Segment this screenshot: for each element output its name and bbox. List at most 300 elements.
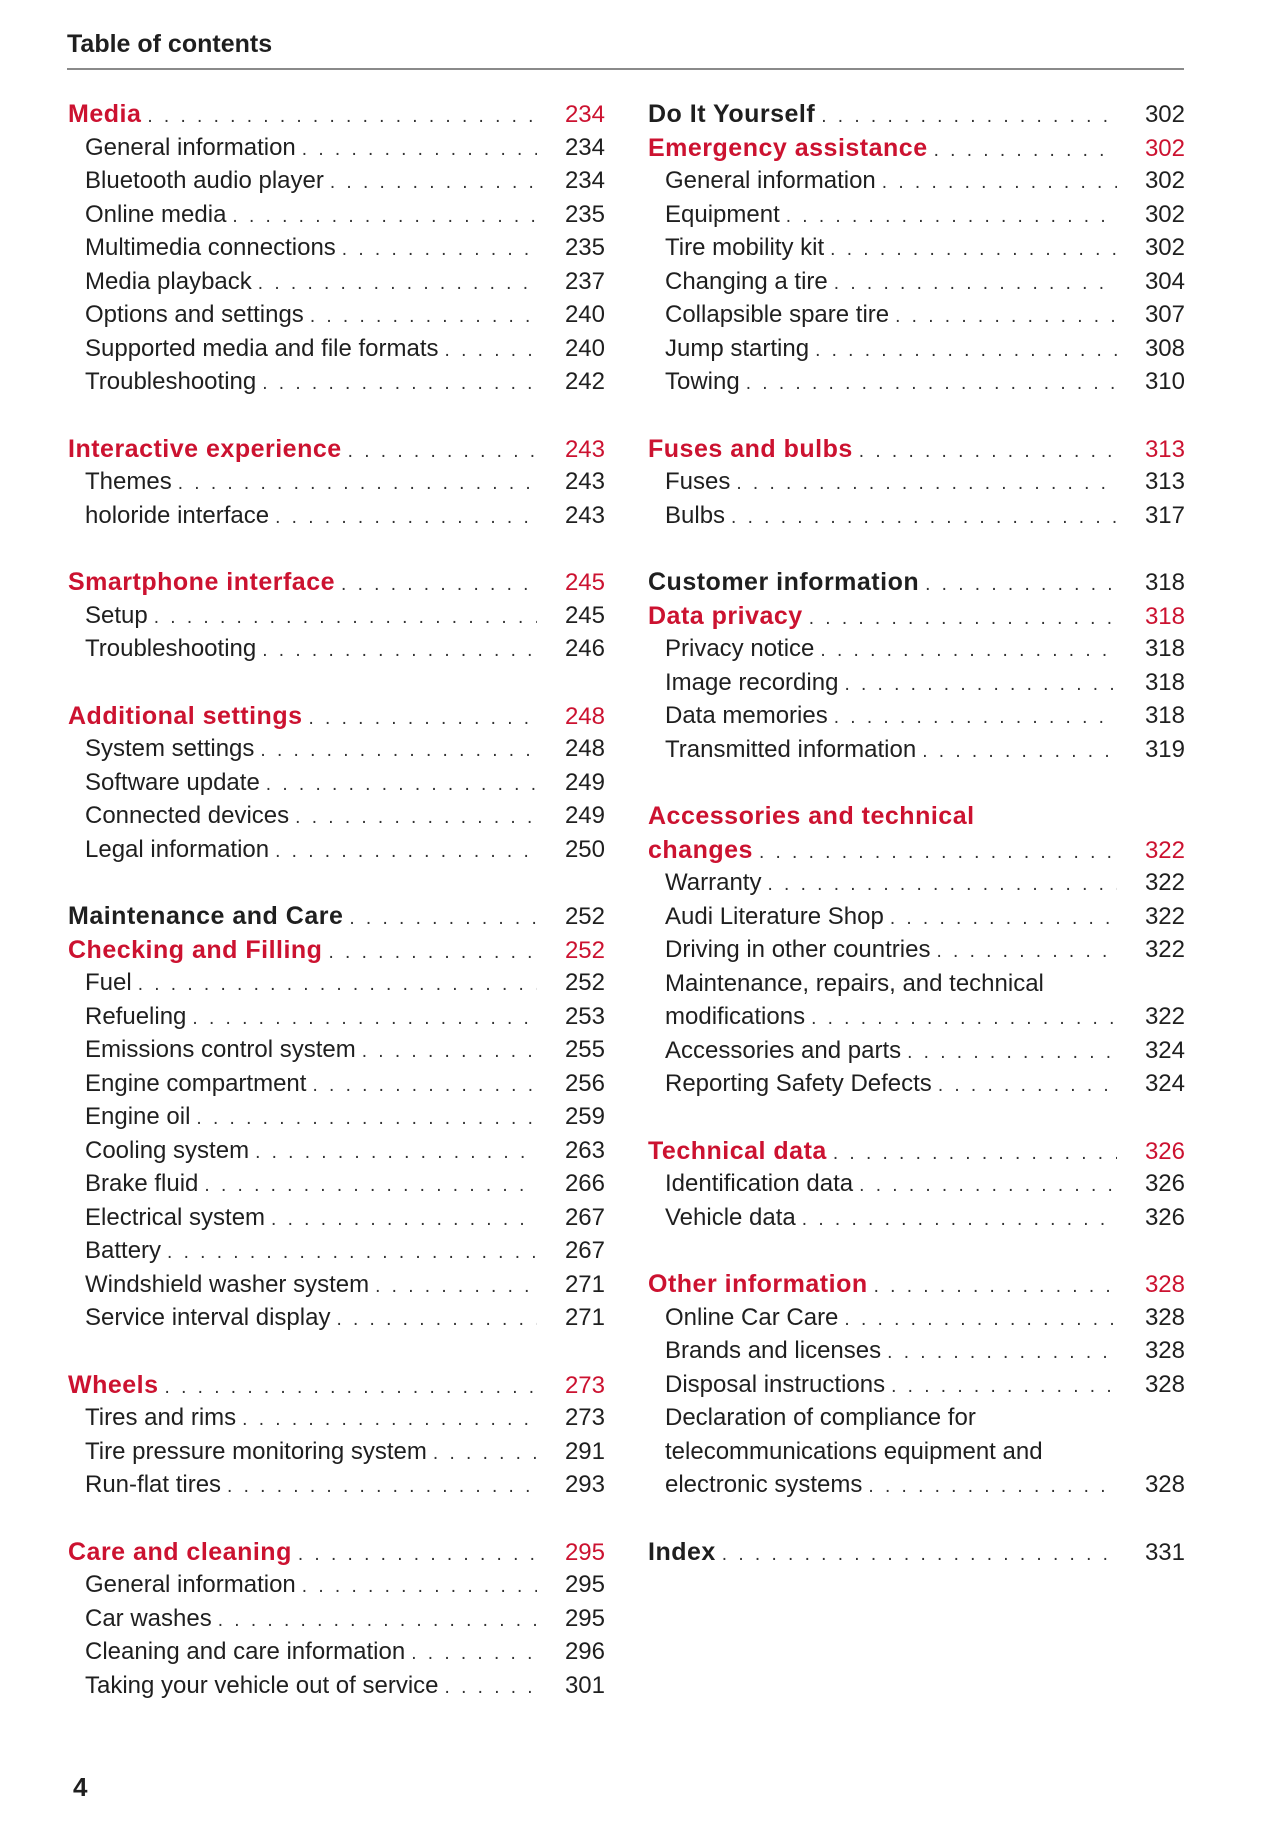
toc-column-left xyxy=(68,100,605,1705)
dot-leader xyxy=(445,340,537,362)
toc-subentry[interactable] xyxy=(68,1672,605,1706)
toc-page-number: 246 xyxy=(564,635,605,662)
toc-entry-title: Maintenance and Care xyxy=(68,902,344,930)
toc-page-number: 243 xyxy=(564,435,605,463)
toc-page-number: 271 xyxy=(564,1304,605,1331)
toc-entry-title: Online media xyxy=(85,200,227,228)
dot-leader xyxy=(887,1342,1117,1364)
toc-subentry[interactable] xyxy=(648,201,1185,235)
toc-page-number: 293 xyxy=(564,1471,605,1498)
toc-subentry[interactable] xyxy=(68,969,605,1003)
toc-entry-title: Collapsible spare tire xyxy=(665,301,890,328)
toc-subentry[interactable] xyxy=(648,1404,1185,1438)
toc-entry-title: Battery xyxy=(85,1237,162,1264)
toc-subentry[interactable] xyxy=(68,468,605,502)
toc-page-number: 302 xyxy=(1144,101,1185,128)
toc-subentry[interactable] xyxy=(648,268,1185,302)
toc-subentry[interactable] xyxy=(68,234,605,268)
toc-subentry[interactable] xyxy=(68,1404,605,1438)
toc-page-number: 295 xyxy=(564,1604,605,1632)
toc-entry-title: Technical data xyxy=(648,1136,827,1165)
toc-page-number: 234 xyxy=(564,101,605,128)
dot-leader xyxy=(375,1276,537,1298)
dot-leader xyxy=(891,1376,1117,1398)
toc-page-number: 271 xyxy=(564,1270,605,1298)
dot-leader xyxy=(342,239,537,261)
toc-entry-title: Taking your vehicle out of service xyxy=(85,1671,439,1699)
dot-leader xyxy=(260,740,537,762)
toc-subentry[interactable] xyxy=(68,1438,605,1472)
toc-subentry[interactable] xyxy=(648,468,1185,502)
page-title: Table of contents xyxy=(67,30,273,58)
dot-leader xyxy=(302,139,537,161)
toc-entry-title: Tire pressure monitoring system xyxy=(85,1437,427,1465)
toc-page-number: 250 xyxy=(564,835,605,863)
dot-leader xyxy=(271,1209,537,1231)
toc-page-number: 313 xyxy=(1144,468,1185,495)
toc-entry-title: Disposal instructions xyxy=(665,1370,886,1398)
toc-page-number: 302 xyxy=(1144,134,1185,162)
toc-chapter-entry[interactable] xyxy=(648,1137,1185,1171)
toc-page-number: 267 xyxy=(564,1237,605,1264)
toc-page-number: 295 xyxy=(564,1538,605,1566)
toc-subentry[interactable] xyxy=(648,167,1185,201)
dot-leader xyxy=(922,741,1117,763)
toc-page-number: 317 xyxy=(1144,501,1185,529)
dot-leader xyxy=(330,172,537,194)
toc-page-number: 324 xyxy=(1144,1036,1185,1064)
dot-leader xyxy=(907,1042,1117,1064)
toc-page-number: 302 xyxy=(1144,234,1185,261)
toc-entry-title: Cleaning and care information xyxy=(85,1638,406,1665)
toc-entry-title: Reporting Safety Defects xyxy=(665,1070,932,1097)
toc-page-number: 273 xyxy=(564,1371,605,1399)
toc-page-number: 245 xyxy=(564,601,605,629)
toc-entry-title: Tires and rims xyxy=(85,1404,237,1431)
toc-page-number: 326 xyxy=(1144,1203,1185,1231)
dot-leader xyxy=(786,206,1117,228)
toc-entry-title: Emissions control system xyxy=(85,1036,356,1063)
toc-spacer xyxy=(68,535,605,568)
toc-page-number: 328 xyxy=(1144,1471,1185,1498)
toc-subentry[interactable] xyxy=(68,167,605,201)
toc-entry-title: Changing a tire xyxy=(665,267,828,295)
toc-page-number: 308 xyxy=(1144,334,1185,362)
toc-page-number: 318 xyxy=(1144,668,1185,696)
toc-page-number: 249 xyxy=(564,802,605,829)
toc-entry-title: Bluetooth audio player xyxy=(85,167,324,194)
toc-chapter-entry[interactable] xyxy=(68,568,605,602)
dot-leader xyxy=(227,1476,537,1498)
toc-subentry[interactable] xyxy=(648,502,1185,536)
toc-page-number: 273 xyxy=(564,1404,605,1431)
toc-chapter-entry[interactable] xyxy=(648,802,1185,836)
toc-entry-title: Image recording xyxy=(665,668,839,696)
toc-subentry[interactable] xyxy=(648,903,1185,937)
toc-page-number: 328 xyxy=(1144,1370,1185,1398)
dot-leader xyxy=(167,1242,537,1264)
toc-entry-title: Electrical system xyxy=(85,1203,266,1231)
toc-page-number: 328 xyxy=(1144,1271,1185,1298)
toc-subentry[interactable] xyxy=(68,1471,605,1505)
dot-leader xyxy=(165,1377,537,1399)
dot-leader xyxy=(275,507,537,529)
dot-leader xyxy=(341,574,537,596)
toc-page-number: 253 xyxy=(564,1002,605,1030)
toc-entry-title: Supported media and file formats xyxy=(85,334,439,362)
toc-page-number: 245 xyxy=(564,569,605,596)
toc-page-number: 307 xyxy=(1144,301,1185,328)
dot-leader xyxy=(890,908,1117,930)
toc-subentry[interactable] xyxy=(68,1003,605,1037)
toc-page-number: 240 xyxy=(564,301,605,328)
toc-page-number: 313 xyxy=(1144,435,1185,463)
toc-page-number: 328 xyxy=(1144,1303,1185,1331)
toc-subentry[interactable] xyxy=(68,1638,605,1672)
dot-leader xyxy=(312,1075,537,1097)
toc-subentry[interactable] xyxy=(648,1471,1185,1505)
toc-spacer xyxy=(68,1338,605,1371)
dot-leader xyxy=(936,941,1117,963)
toc-subentry[interactable] xyxy=(68,635,605,669)
toc-entry-title: General information xyxy=(665,167,876,194)
dot-leader xyxy=(934,140,1117,162)
toc-page-number: 326 xyxy=(1144,1170,1185,1197)
toc-subentry[interactable] xyxy=(648,736,1185,770)
toc-subentry[interactable] xyxy=(648,1337,1185,1371)
dot-leader xyxy=(310,306,537,328)
dot-leader xyxy=(258,273,537,295)
dot-leader xyxy=(275,841,537,863)
toc-spacer xyxy=(648,402,1185,435)
toc-page-number: 322 xyxy=(1144,936,1185,963)
toc-subentry[interactable] xyxy=(648,1438,1185,1472)
dot-leader xyxy=(767,874,1117,896)
toc-subentry[interactable] xyxy=(68,735,605,769)
toc-subentry[interactable] xyxy=(648,869,1185,903)
toc-page-number: 266 xyxy=(564,1170,605,1197)
toc-chapter-entry[interactable] xyxy=(68,100,605,134)
toc-entry-title: Service interval display xyxy=(85,1304,331,1331)
toc-entry-title: System settings xyxy=(85,735,255,762)
toc-subentry[interactable] xyxy=(68,802,605,836)
toc-subentry[interactable] xyxy=(68,502,605,536)
toc-entry-title: Connected devices xyxy=(85,802,290,829)
dot-leader xyxy=(815,340,1117,362)
toc-chapter-entry[interactable] xyxy=(68,1371,605,1405)
toc-page-number: 243 xyxy=(564,501,605,529)
toc-entry-title: Software update xyxy=(85,768,260,796)
dot-leader xyxy=(349,908,537,930)
toc-entry-title: Troubleshooting xyxy=(85,635,257,662)
toc-entry-title: Fuses and bulbs xyxy=(648,434,853,463)
toc-subentry[interactable] xyxy=(648,1170,1185,1204)
toc-subentry[interactable] xyxy=(648,1204,1185,1238)
toc-entry-title: Legal information xyxy=(85,835,270,863)
toc-page-number: 326 xyxy=(1144,1137,1185,1165)
dot-leader xyxy=(309,708,538,730)
toc-page-number: 234 xyxy=(564,133,605,161)
toc-page-number: 322 xyxy=(1144,1003,1185,1030)
dot-leader xyxy=(802,1209,1117,1231)
toc-spacer xyxy=(648,1104,1185,1137)
dot-leader xyxy=(336,1309,537,1331)
toc-entry-title: Privacy notice xyxy=(665,635,815,662)
dot-leader xyxy=(218,1610,537,1632)
toc-page-number: 322 xyxy=(1144,836,1185,864)
toc-entry-title: Brake fluid xyxy=(85,1170,199,1197)
toc-chapter-entry[interactable] xyxy=(648,435,1185,469)
toc-subentry[interactable] xyxy=(648,234,1185,268)
toc-spacer xyxy=(648,1505,1185,1538)
toc-entry-title: Interactive experience xyxy=(68,434,342,463)
dot-leader xyxy=(895,306,1117,328)
dot-leader xyxy=(362,1041,537,1063)
dot-leader xyxy=(859,1175,1117,1197)
toc-subentry[interactable] xyxy=(68,134,605,168)
toc-page-number: 304 xyxy=(1144,267,1185,295)
dot-leader xyxy=(874,1276,1117,1298)
toc-entry-title: Media xyxy=(68,100,142,128)
toc-entry-title: holoride interface xyxy=(85,501,270,529)
toc-entry-title: Declaration of compliance for xyxy=(665,1404,976,1431)
toc-subentry[interactable] xyxy=(648,1070,1185,1104)
toc-entry-title: changes xyxy=(648,835,753,864)
toc-entry-title: electronic systems xyxy=(665,1471,863,1498)
toc-spacer xyxy=(648,769,1185,802)
toc-entry-title: Jump starting xyxy=(665,334,810,362)
toc-entry-title: Fuel xyxy=(85,969,132,996)
dot-leader xyxy=(868,1476,1117,1498)
toc-entry-title: Other information xyxy=(648,1270,868,1298)
toc-entry-title: Media playback xyxy=(85,267,252,295)
toc-page-number: 318 xyxy=(1144,702,1185,729)
toc-entry-title: Tire mobility kit xyxy=(665,234,825,261)
toc-subentry[interactable] xyxy=(648,1371,1185,1405)
toc-column-right xyxy=(648,100,1185,1571)
toc-chapter-entry[interactable] xyxy=(68,1538,605,1572)
toc-subentry[interactable] xyxy=(68,1170,605,1204)
toc-page-number: 240 xyxy=(564,334,605,362)
dot-leader xyxy=(232,206,537,228)
toc-entry-title: Emergency assistance xyxy=(648,133,928,162)
toc-entry-title: Index xyxy=(648,1537,716,1566)
toc-entry-title: Setup xyxy=(85,601,148,629)
toc-subentry[interactable] xyxy=(68,1237,605,1271)
toc-subentry[interactable] xyxy=(68,1571,605,1605)
toc-page-number: 318 xyxy=(1144,635,1185,662)
dot-leader xyxy=(759,842,1117,864)
toc-subentry[interactable] xyxy=(648,635,1185,669)
toc-subentry[interactable] xyxy=(68,1204,605,1238)
toc-page-number: 235 xyxy=(564,200,605,228)
toc-chapter-entry[interactable] xyxy=(68,702,605,736)
header-divider xyxy=(67,68,1184,70)
toc-entry-title: Audi Literature Shop xyxy=(665,902,884,930)
toc-entry-title: Smartphone interface xyxy=(68,568,336,596)
toc-subentry[interactable] xyxy=(68,1137,605,1171)
dot-leader xyxy=(298,1544,537,1566)
toc-entry-title: Windshield washer system xyxy=(85,1270,370,1298)
toc-page-number: 301 xyxy=(564,1671,605,1699)
toc-subentry[interactable] xyxy=(648,1003,1185,1037)
toc-subentry[interactable] xyxy=(648,970,1185,1004)
toc-subentry[interactable] xyxy=(648,1037,1185,1071)
toc-page-number: 259 xyxy=(564,1103,605,1130)
toc-page-number: 318 xyxy=(1144,602,1185,630)
toc-page-number: 252 xyxy=(564,903,605,930)
toc-spacer xyxy=(68,869,605,902)
toc-page-number: 252 xyxy=(564,936,605,964)
toc-spacer xyxy=(68,669,605,702)
toc-entry-title: Data privacy xyxy=(648,601,803,630)
dot-leader xyxy=(204,1175,537,1197)
toc-page-number: 263 xyxy=(564,1136,605,1164)
toc-entry-title: Multimedia connections xyxy=(85,234,336,261)
toc-entry-title: Checking and Filling xyxy=(68,935,323,964)
toc-subentry[interactable] xyxy=(648,301,1185,335)
dot-leader xyxy=(262,640,537,662)
dot-leader xyxy=(811,1008,1117,1030)
toc-entry-title: Transmitted information xyxy=(665,735,917,763)
dot-leader xyxy=(445,1677,537,1699)
toc-entry-title: General information xyxy=(85,133,296,161)
toc-subentry[interactable] xyxy=(68,769,605,803)
toc-entry-title: Cooling system xyxy=(85,1136,250,1164)
toc-page-number: 267 xyxy=(564,1203,605,1231)
toc-entry-title: Identification data xyxy=(665,1170,854,1197)
toc-page-number: 235 xyxy=(564,234,605,261)
toc-spacer xyxy=(648,535,1185,568)
toc-page-number: 243 xyxy=(564,468,605,495)
toc-entry-title: Additional settings xyxy=(68,701,303,730)
dot-leader xyxy=(147,106,537,128)
dot-leader xyxy=(295,807,537,829)
toc-page-number: 234 xyxy=(564,167,605,194)
toc-subentry[interactable] xyxy=(68,1271,605,1305)
dot-leader xyxy=(834,707,1117,729)
dot-leader xyxy=(262,373,537,395)
toc-page-number: 242 xyxy=(564,368,605,395)
toc-page-number: 252 xyxy=(564,969,605,996)
toc-subentry[interactable] xyxy=(68,335,605,369)
toc-chapter-entry[interactable] xyxy=(648,602,1185,636)
toc-entry-title: Accessories and technical xyxy=(648,802,975,830)
toc-entry-title: Data memories xyxy=(665,702,828,729)
toc-page-number: 331 xyxy=(1144,1538,1185,1566)
dot-leader xyxy=(196,1108,537,1130)
toc-page-number: 296 xyxy=(564,1638,605,1665)
dot-leader xyxy=(834,273,1117,295)
toc-entry-title: Driving in other countries xyxy=(665,936,931,963)
toc-subentry[interactable] xyxy=(68,602,605,636)
toc-chapter-entry[interactable] xyxy=(648,836,1185,870)
dot-leader xyxy=(731,507,1117,529)
dot-leader xyxy=(820,640,1117,662)
toc-entry-title: Warranty xyxy=(665,869,762,896)
toc-chapter-entry[interactable] xyxy=(68,435,605,469)
dot-leader xyxy=(938,1075,1117,1097)
toc-entry-title: Themes xyxy=(85,468,172,495)
toc-entry-title: Run-flat tires xyxy=(85,1471,222,1498)
toc-subentry[interactable] xyxy=(648,669,1185,703)
toc-subentry[interactable] xyxy=(68,836,605,870)
toc-entry-title: Refueling xyxy=(85,1002,187,1030)
toc-subentry[interactable] xyxy=(68,1036,605,1070)
toc-subentry[interactable] xyxy=(68,1103,605,1137)
dot-leader xyxy=(722,1544,1117,1566)
dot-leader xyxy=(328,942,537,964)
toc-entry-title: Do It Yourself xyxy=(648,100,816,128)
toc-chapter-entry[interactable] xyxy=(648,568,1185,602)
toc-chapter-entry[interactable] xyxy=(648,1270,1185,1304)
toc-entry-title: Car washes xyxy=(85,1604,212,1632)
toc-subentry[interactable] xyxy=(68,301,605,335)
toc-subentry[interactable] xyxy=(68,1070,605,1104)
dot-leader xyxy=(138,974,537,996)
toc-chapter-entry[interactable] xyxy=(648,100,1185,134)
toc-entry-title: Vehicle data xyxy=(665,1203,796,1231)
toc-spacer xyxy=(648,1237,1185,1270)
toc-chapter-entry[interactable] xyxy=(648,1538,1185,1572)
toc-subentry[interactable] xyxy=(648,368,1185,402)
toc-chapter-entry[interactable] xyxy=(68,902,605,936)
toc-chapter-entry[interactable] xyxy=(648,134,1185,168)
toc-page-number: 318 xyxy=(1144,569,1185,596)
toc-subentry[interactable] xyxy=(68,1605,605,1639)
toc-entry-title: Care and cleaning xyxy=(68,1537,292,1566)
toc-page-number: 322 xyxy=(1144,869,1185,896)
toc-subentry[interactable] xyxy=(648,1304,1185,1338)
dot-leader xyxy=(411,1643,537,1665)
toc-subentry[interactable] xyxy=(68,368,605,402)
dot-leader xyxy=(255,1142,537,1164)
toc-entry-title: telecommunications equipment and xyxy=(665,1437,1043,1465)
toc-page-number: 256 xyxy=(564,1069,605,1097)
dot-leader xyxy=(154,607,537,629)
dot-leader xyxy=(266,774,537,796)
dot-leader xyxy=(844,1309,1117,1331)
toc-chapter-entry[interactable] xyxy=(68,936,605,970)
toc-entry-title: Fuses xyxy=(665,468,731,495)
toc-page-number: 302 xyxy=(1144,200,1185,228)
toc-subentry[interactable] xyxy=(68,201,605,235)
toc-entry-title: Engine oil xyxy=(85,1103,191,1130)
toc-page-number: 248 xyxy=(564,735,605,762)
dot-leader xyxy=(882,172,1117,194)
dot-leader xyxy=(844,674,1117,696)
toc-subentry[interactable] xyxy=(648,936,1185,970)
toc-subentry[interactable] xyxy=(648,335,1185,369)
toc-entry-title: Engine compartment xyxy=(85,1069,307,1097)
toc-page-number: 322 xyxy=(1144,902,1185,930)
toc-page-number: 237 xyxy=(564,267,605,295)
toc-entry-title: Brands and licenses xyxy=(665,1337,882,1364)
toc-entry-title: Equipment xyxy=(665,200,780,228)
toc-entry-title: Troubleshooting xyxy=(85,368,257,395)
toc-subentry[interactable] xyxy=(68,268,605,302)
toc-subentry[interactable] xyxy=(648,702,1185,736)
toc-entry-title: Bulbs xyxy=(665,501,726,529)
dot-leader xyxy=(736,473,1117,495)
dot-leader xyxy=(242,1409,537,1431)
dot-leader xyxy=(821,106,1117,128)
dot-leader xyxy=(833,1143,1117,1165)
toc-subentry[interactable] xyxy=(68,1304,605,1338)
toc-page-number: 302 xyxy=(1144,167,1185,194)
toc-page-number: 249 xyxy=(564,768,605,796)
toc-spacer xyxy=(68,402,605,435)
